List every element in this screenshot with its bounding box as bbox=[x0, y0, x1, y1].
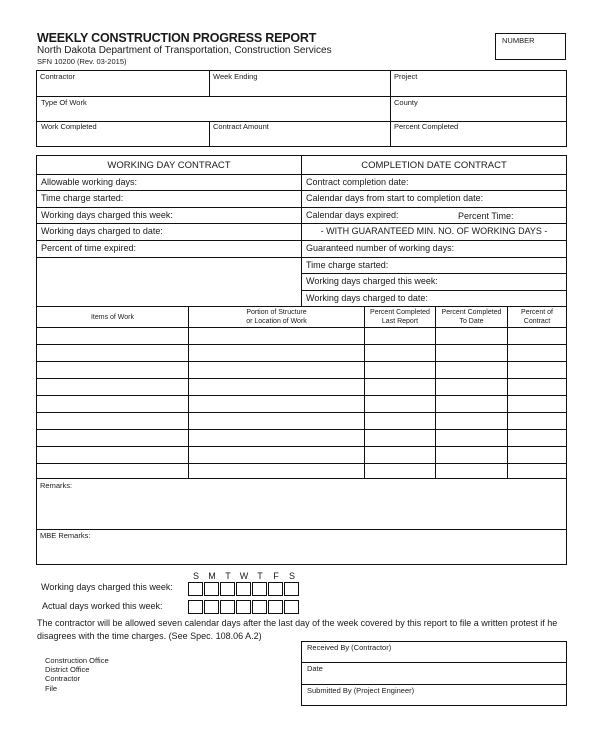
type-of-work-label: Type Of Work bbox=[41, 98, 87, 107]
week-ending-label: Week Ending bbox=[213, 72, 258, 81]
day-letter-thu: T bbox=[257, 571, 263, 581]
calendar-days-expired-field[interactable] bbox=[302, 208, 566, 223]
worked-sun-checkbox[interactable] bbox=[188, 600, 203, 614]
allowable-working-days-label: Allowable working days: bbox=[41, 177, 138, 187]
submitted-by-field[interactable] bbox=[302, 685, 566, 705]
percent-time-expired-label: Percent of time expired: bbox=[41, 243, 137, 253]
col-header-line: Items of Work bbox=[90, 314, 135, 321]
days-worked-label: Actual days worked this week: bbox=[42, 601, 163, 611]
guaranteed-charged-week-field[interactable] bbox=[302, 274, 566, 290]
guaranteed-working-days-label: Guaranteed number of working days: bbox=[306, 243, 455, 253]
col-pct-of-contract bbox=[508, 308, 566, 326]
days-charged-label: Working days charged this week: bbox=[41, 582, 173, 592]
worked-thu-checkbox[interactable] bbox=[252, 600, 267, 614]
received-by-label: Received By (Contractor) bbox=[307, 643, 392, 652]
col-portion-of-structure bbox=[189, 308, 364, 326]
calendar-days-expired-label: Calendar days expired: bbox=[306, 210, 399, 220]
percent-completed-field[interactable] bbox=[391, 122, 566, 147]
day-letter-sat: S bbox=[288, 571, 295, 581]
type-of-work-field[interactable] bbox=[37, 97, 390, 121]
guaranteed-time-charge-field[interactable] bbox=[302, 258, 566, 273]
report-title: WEEKLY CONSTRUCTION PROGRESS REPORT bbox=[37, 31, 317, 45]
percent-completed-label: Percent Completed bbox=[394, 122, 459, 131]
table-row[interactable] bbox=[37, 362, 566, 378]
col-header-line: Contract bbox=[523, 318, 551, 325]
table-row[interactable] bbox=[37, 447, 566, 463]
county-field[interactable] bbox=[391, 97, 566, 121]
contract-completion-date-label: Contract completion date: bbox=[306, 177, 409, 187]
table-row[interactable] bbox=[37, 430, 566, 446]
worked-mon-checkbox[interactable] bbox=[204, 600, 219, 614]
day-letter-sun: S bbox=[192, 571, 199, 581]
guaranteed-time-charge-label: Time charge started: bbox=[306, 260, 389, 270]
table-row[interactable] bbox=[37, 464, 566, 479]
contract-amount-label: Contract Amount bbox=[213, 122, 269, 131]
calendar-days-start-label: Calendar days from start to completion date: bbox=[306, 193, 484, 203]
work-completed-label: Work Completed bbox=[41, 122, 97, 131]
col-header-line: or Location of Work bbox=[246, 318, 307, 325]
allowable-working-days-field[interactable] bbox=[37, 175, 301, 190]
contractor-field[interactable] bbox=[37, 71, 209, 96]
days-charged-date-field[interactable] bbox=[37, 224, 301, 240]
week-ending-field[interactable] bbox=[210, 71, 390, 96]
table-row[interactable] bbox=[37, 379, 566, 395]
mbe-remarks-label: MBE Remarks: bbox=[40, 531, 91, 540]
date-label: Date bbox=[307, 664, 323, 673]
worked-fri-checkbox[interactable] bbox=[268, 600, 283, 614]
guaranteed-charged-date-label: Working days charged to date: bbox=[306, 293, 428, 303]
submitted-by-label: Submitted By (Project Engineer) bbox=[307, 686, 415, 695]
remarks-label: Remarks: bbox=[40, 481, 73, 490]
col-pct-to-date bbox=[436, 308, 507, 326]
protest-notice: The contractor will be allowed seven calendar days after the last day of the week covered by this report to file a written protest if he disagrees with the time charges. (See Spec. 108.06 A.2) bbox=[37, 618, 558, 641]
charged-wed-checkbox[interactable] bbox=[236, 582, 251, 596]
col-header-line: Portion of Structure bbox=[246, 309, 307, 316]
table-row[interactable] bbox=[37, 328, 566, 344]
guaranteed-charged-date-field[interactable] bbox=[302, 291, 566, 306]
col-header-line: Percent Completed bbox=[370, 309, 430, 316]
project-field[interactable] bbox=[391, 71, 566, 96]
distribution-item: File bbox=[45, 684, 58, 693]
table-row[interactable] bbox=[37, 396, 566, 412]
working-day-heading: WORKING DAY CONTRACT bbox=[107, 160, 231, 171]
charged-thu-checkbox[interactable] bbox=[252, 582, 267, 596]
form-number: SFN 10200 (Rev. 03-2015) bbox=[37, 57, 127, 66]
charged-sat-checkbox[interactable] bbox=[284, 582, 299, 596]
col-header-line: Last Report bbox=[381, 318, 419, 325]
number-field[interactable] bbox=[495, 33, 566, 60]
worked-sat-checkbox[interactable] bbox=[284, 600, 299, 614]
county-label: County bbox=[394, 98, 418, 107]
col-pct-last-report bbox=[365, 308, 435, 326]
table-row[interactable] bbox=[37, 345, 566, 361]
contract-completion-date-field[interactable] bbox=[302, 175, 566, 190]
mbe-remarks-field[interactable] bbox=[37, 530, 566, 564]
contract-amount-field[interactable] bbox=[210, 122, 390, 147]
divider bbox=[36, 306, 567, 307]
worked-wed-checkbox[interactable] bbox=[236, 600, 251, 614]
calendar-days-start-field[interactable] bbox=[302, 191, 566, 207]
col-items-of-work bbox=[37, 313, 188, 322]
col-header-line: Percent Completed bbox=[441, 309, 502, 316]
department-name: North Dakota Department of Transportation, Construction Services bbox=[37, 45, 332, 56]
project-label: Project bbox=[394, 72, 418, 81]
work-completed-field[interactable] bbox=[37, 122, 209, 147]
col-header-line: Percent of bbox=[521, 309, 553, 316]
col-header-line: To Date bbox=[459, 318, 484, 325]
remarks-field[interactable] bbox=[37, 479, 566, 529]
date-field[interactable] bbox=[302, 663, 566, 684]
guaranteed-heading: - WITH GUARANTEED MIN. NO. OF WORKING DAYS - bbox=[320, 226, 548, 236]
days-charged-date-label: Working days charged to date: bbox=[41, 226, 163, 236]
percent-time-expired-field[interactable] bbox=[37, 241, 301, 257]
guaranteed-working-days-field[interactable] bbox=[302, 241, 566, 257]
day-letter-fri: F bbox=[273, 571, 279, 581]
completion-date-heading: COMPLETION DATE CONTRACT bbox=[361, 160, 507, 171]
charged-mon-checkbox[interactable] bbox=[204, 582, 219, 596]
days-charged-week-label: Working days charged this week: bbox=[41, 210, 173, 220]
charged-sun-checkbox[interactable] bbox=[188, 582, 203, 596]
days-charged-week-field[interactable] bbox=[37, 208, 301, 223]
table-row[interactable] bbox=[37, 413, 566, 429]
time-charge-started-field[interactable] bbox=[37, 191, 301, 207]
number-label: NUMBER bbox=[502, 36, 535, 45]
day-letter-tue: T bbox=[225, 571, 231, 581]
distribution-item: Construction Office bbox=[45, 656, 109, 665]
time-charge-started-label: Time charge started: bbox=[41, 193, 124, 203]
guaranteed-charged-week-label: Working days charged this week: bbox=[306, 276, 438, 286]
charged-tue-checkbox[interactable] bbox=[220, 582, 235, 596]
worked-tue-checkbox[interactable] bbox=[220, 600, 235, 614]
received-by-field[interactable] bbox=[302, 642, 566, 662]
percent-time-label: Percent Time: bbox=[458, 211, 514, 221]
distribution-item: District Office bbox=[45, 665, 90, 674]
contractor-label: Contractor bbox=[40, 72, 76, 81]
day-letter-wed: W bbox=[239, 571, 249, 581]
day-letter-mon: M bbox=[208, 571, 216, 581]
charged-fri-checkbox[interactable] bbox=[268, 582, 283, 596]
distribution-item: Contractor bbox=[45, 674, 81, 683]
